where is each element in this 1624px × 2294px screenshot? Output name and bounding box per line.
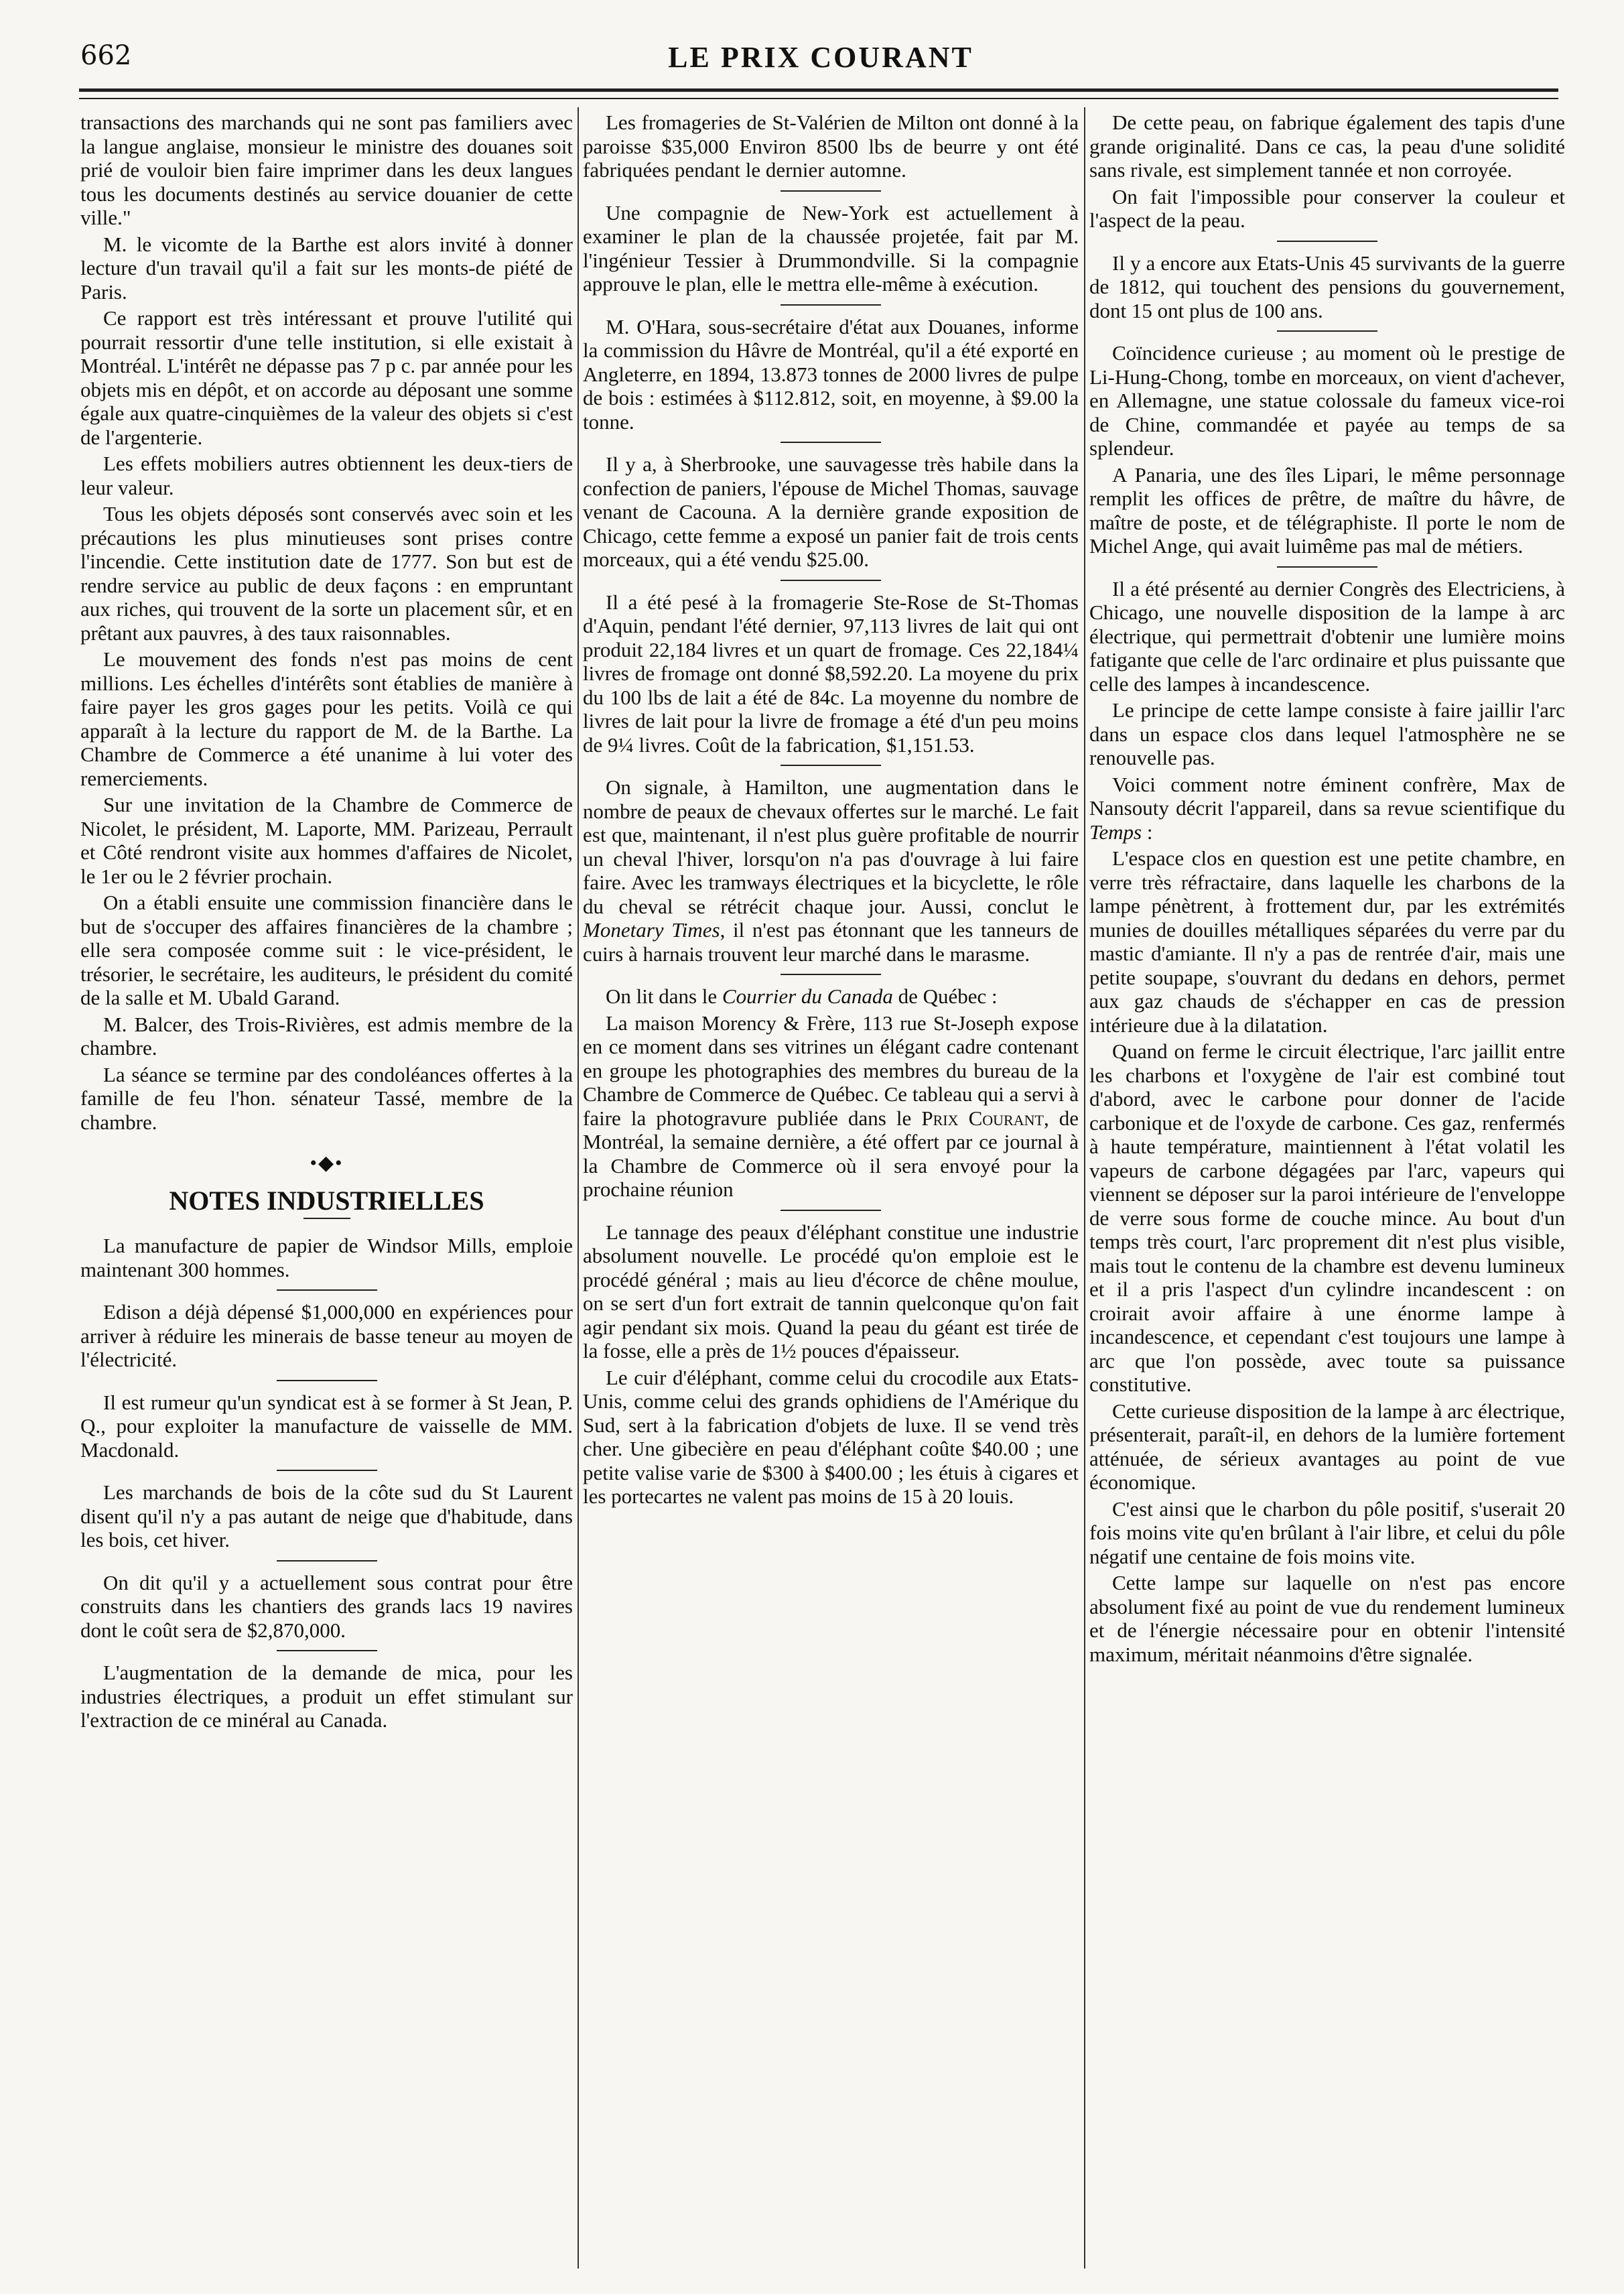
item-separator — [277, 1380, 377, 1381]
text-run: : — [1142, 820, 1153, 844]
news-item: Il y a, à Sherbrooke, une sauvagesse très habile dans la confection de paniers, l'épouse de Michel Thomas, sauvage venant de Cacouna. A la dernière grande exposition de Chicago, cette femme a exposé un panier fait de trois cents morceaux, qui a été vendu $25.00. — [583, 452, 1079, 571]
item-separator — [1277, 241, 1377, 242]
paragraph: M. le vicomte de la Barthe est alors invité à donner lecture d'un travail qu'il a fait sur les monts-de piété de Paris. — [80, 232, 573, 304]
item-separator — [277, 1289, 377, 1291]
header-rule-thin — [79, 98, 1558, 99]
news-item: Il a été présenté au dernier Congrès des Electriciens, à Chicago, une nouvelle disposition de la lampe à arc électrique, qui permettrait d'obtenir une lumière moins fatigante que celle de l'arc ordinaire et plus puissante que celle des lampes à incandescence. — [1089, 576, 1565, 696]
news-item: On fait l'impossible pour conserver la couleur et l'aspect de la peau. — [1089, 184, 1565, 232]
paragraph: Les effets mobiliers autres obtiennent les deux-tiers de leur valeur. — [80, 452, 573, 499]
page-header — [80, 40, 1561, 87]
news-item: Il y a encore aux Etats-Unis 45 survivants de la guerre de 1812, qui touchent des pensions du gouvernement, dont 15 ont plus de 100 ans. — [1089, 251, 1565, 322]
paragraph: On a établi ensuite une commission financière dans le but de s'occuper des affaires financières de la chambre ; elle sera composée comme suit : le vice-président, le trésorier, le secrétaire, les auditeurs, le président du comité de la salle et M. Ubald Garand. — [80, 891, 573, 1009]
news-item: Il est rumeur qu'un syndicat est à se former à St Jean, P. Q., pour exploiter la manufacture de vaisselle de MM. Macdonald. — [80, 1390, 573, 1462]
paragraph: M. Balcer, des Trois-Rivières, est admis membre de la chambre. — [80, 1012, 573, 1060]
header-rule-thick — [79, 88, 1558, 92]
news-item: Le tannage des peaux d'éléphant constitue une industrie absolument nouvelle. Le procédé qu'on emploie est le procédé général ; mais au lieu d'écorce de chêne moulue, on se sert d'un fort extrait de tannin quelconque qu'on fait agir pendant six mois. Quand la peau du géant est tirée de la fosse, elle a près de 1½ pouces d'épaisseur. — [583, 1220, 1079, 1362]
journal-name: Temps — [1089, 820, 1142, 844]
news-item: C'est ainsi que le charbon du pôle positif, s'userait 20 fois moins vite qu'en brûlant à l'air libre, et celui du pôle négatif une centaine de fois moins vite. — [1089, 1496, 1565, 1568]
item-separator — [1277, 566, 1377, 568]
news-item: Les marchands de bois de la côte sud du St Laurent disent qu'il n'y a pas autant de neige que d'habitude, dans les bois, cet hiver. — [80, 1480, 573, 1551]
paragraph: transactions des marchands qui ne sont pas familiers avec la langue anglaise, monsieur le ministre des douanes soit prié de vouloir bien faire imprimer dans les deux langues tous les documents destinés au service douanier de cette ville." — [80, 111, 573, 229]
paragraph: La séance se termine par des condoléances offertes à la famille de feu l'hon. sénateur Tassé, membre de la chambre. — [80, 1062, 573, 1134]
column-divider — [578, 107, 579, 2269]
item-separator — [781, 974, 881, 975]
text-run: La maison Morency & Frère, 113 rue St-Joseph expose en ce moment dans ses vitrines un élégant cadre contenant en groupe les photographies des membres du bureau de la Chambre de Commerce de Québec. Ce tableau qui a servi à faire la photogravure publiée dans le — [583, 1011, 1079, 1130]
text-run: , de Montréal, la semaine dernière, a été offert par ce journal à la Chambre de Commerce où il sera envoyé pour la prochaine réunion — [583, 1106, 1079, 1201]
item-separator — [781, 442, 881, 443]
news-item: M. O'Hara, sous-secrétaire d'état aux Douanes, informe la commission du Hâvre de Montréal, qu'il a été exporté en Angleterre, en 1894, 13.873 tonnes de 2000 livres de pulpe de bois : estimées à $112.812, soit, en moyenne, à $9.00 la tonne. — [583, 314, 1079, 434]
item-separator — [277, 1650, 377, 1651]
paragraph: Sur une invitation de la Chambre de Commerce de Nicolet, le président, M. Laporte, MM. Parizeau, Perrault et Côté rendront visite aux hommes d'affaires de Nicolet, le 1er ou le 2 février prochain. — [80, 793, 573, 888]
ornament-divider: •◆• — [310, 1152, 344, 1174]
text-run: Voici comment notre éminent confrère, Max de Nansouty décrit l'appareil, dans sa revue scientifique du — [1089, 772, 1565, 820]
news-item — [583, 1011, 1079, 1202]
news-item: Le cuir d'éléphant, comme celui du crocodile aux Etats-Unis, comme celui des grands ophidiens de l'Amérique du Sud, sert à la fabrication d'objets de luxe. Il se vend très cher. Une gibecière en peau d'éléphant coûte $40.00 ; une petite valise varie de $300 à $400.00 ; les étuis à cigares et les portecartes ne valent pas moins de 15 à 20 louis. — [583, 1365, 1079, 1508]
news-item: Edison a déjà dépensé $1,000,000 en expériences pour arriver à réduire les minerais de basse teneur au moyen de l'électricité. — [80, 1300, 573, 1371]
news-item: L'espace clos en question est une petite chambre, en verre très réfractaire, dans laquelle les charbons de la lampe pénètrent, à frottement dur, par les extrémités munies de douilles métalliques séparées du verre par du mastic d'amiante. Il n'y a pas de rentrée d'air, mais une petite soupape, s'ouvrant du dedans en dehors, permet aux gaz chauds de s'échapper en cas de pression intérieure due à la dilatation. — [1089, 846, 1565, 1037]
column-1 — [80, 111, 573, 2269]
paragraph: Tous les objets déposés sont conservés avec soin et les précautions les plus minutieuses sont prises contre l'incendie. Cette institution date de 1777. Son but est de rendre service au public de deux façons : en empruntant aux riches, qui trouvent de la sorte un placement sûr, et en prêtant aux pauvres, à des taux raisonnables. — [80, 502, 573, 645]
news-item: La manufacture de papier de Windsor Mills, emploie maintenant 300 hommes. — [80, 1234, 573, 1281]
column-divider — [1084, 107, 1085, 2269]
journal-name: Courrier du Canada — [722, 984, 893, 1008]
text-run: de Québec : — [898, 984, 998, 1008]
news-item — [583, 775, 1079, 966]
text-run: On lit dans le — [606, 984, 718, 1008]
news-item: A Panaria, une des îles Lipari, le même personnage remplit les offices de prêtre, de maître du hâvre, de maître de poste, et de télégraphiste. Il porte le nom de Michel Ange, qui avait luimême pas mal de métiers. — [1089, 462, 1565, 558]
news-item — [583, 984, 1079, 1009]
page-title: LE PRIX COURANT — [668, 41, 973, 74]
text-run: On signale, à Hamilton, une augmentation dans le nombre de peaux de chevaux offertes sur le marché. Le fait est que, maintenant, il n'est plus guère profitable de nourrir un cheval l'hiver, lorsqu'on n'a pas d'ouvrage à lui faire faire. Avec les tramways électriques et la bicyclette, le rôle du cheval se rétrécit chaque jour. Aussi, conclut le — [583, 775, 1079, 918]
news-item: L'augmentation de la demande de mica, pour les industries électriques, a produit un effet stimulant sur l'extraction de ce minéral au Canada. — [80, 1661, 573, 1732]
news-item: Les fromageries de St-Valérien de Milton ont donné à la paroisse $35,000 Environ 8500 lbs de beurre y ont été fabriquées pendant le dernier automne. — [583, 111, 1079, 182]
news-item: Une compagnie de New-York est actuellement à examiner le plan de la chaussée projetée, fait par M. l'ingénieur Tessier à Drummondville. Si la compagnie approuve le plan, elle le mettra elle-même à exécution. — [583, 200, 1079, 296]
news-item: Coïncidence curieuse ; au moment où le prestige de Li-Hung-Chong, tombe en morceaux, on vient d'achever, en Allemagne, une statue colossale du fameux vice-roi de Chine, commandée et payée au temps de sa splendeur. — [1089, 341, 1565, 460]
heading-rule — [303, 1218, 350, 1219]
section-heading: NOTES INDUSTRIELLES — [169, 1185, 484, 1216]
news-item: De cette peau, on fabrique également des tapis d'une grande originalité. Dans ce cas, la peau d'une solidité sans rivale, est simplement tannée et non corroyée. — [1089, 111, 1565, 182]
paragraph: Ce rapport est très intéressant et prouve l'utilité qui pourrait ressortir d'une telle institution, si elle existait à Montréal. L'intérêt ne dépasse pas 7 p c. par année pour les objets mis en dépôt, et on accorde au déposant une somme égale aux quatre-cinquièmes de la valeur des objets si c'est de l'argenterie. — [80, 306, 573, 449]
item-separator — [1277, 330, 1377, 332]
page-number: 662 — [80, 40, 132, 71]
paragraph: Le mouvement des fonds n'est pas moins de cent millions. Les échelles d'intérêts sont établies de manière à faire payer les gros gages pour les petits. Voilà ce qui apparaît à la lecture du rapport de M. de la Barthe. La Chambre de Commerce a été unanime à lui voter des remerciements. — [80, 647, 573, 790]
item-separator — [277, 1560, 377, 1562]
news-item: Cette lampe sur laquelle on n'est pas encore absolument fixé au point de vue du rendement lumineux et de l'énergie nécessaire pour en obtenir l'intensité maximum, méritait néanmoins d'être signalée. — [1089, 1571, 1565, 1666]
journal-name: Monetary Times — [583, 918, 720, 942]
item-separator — [781, 1210, 881, 1211]
item-separator — [781, 580, 881, 581]
column-2 — [583, 111, 1079, 2269]
item-separator — [277, 1470, 377, 1471]
journal-name: Prix Courant — [921, 1106, 1044, 1130]
column-3 — [1089, 111, 1565, 2269]
news-item: Le principe de cette lampe consiste à faire jaillir l'arc dans un espace clos dans lequel l'atmosphère ne se renouvelle pas. — [1089, 698, 1565, 769]
news-item: Cette curieuse disposition de la lampe à arc électrique, présenterait, paraît-il, en dehors de la lumière fortement atténuée, de sérieux avantages au point de vue économique. — [1089, 1399, 1565, 1494]
news-item: On dit qu'il y a actuellement sous contrat pour être construits dans les chantiers des grands lacs 19 navires dont le coût sera de $2,870,000. — [80, 1570, 573, 1642]
text-run: , il n'est pas étonnant que les tanneurs de cuirs à harnais trouvent leur marché dans le marasme. — [583, 918, 1079, 966]
news-item: Quand on ferme le circuit électrique, l'arc jaillit entre les charbons et l'oxygène de l'air est combiné tout d'abord, avec le carbone pour donner de l'acide carbonique et de l'oxyde de carbone. Ces gaz, renfermés à haute température, maintiennent à l'état volatil les vapeurs de carbone dégagées par l'arc, vapeurs qui viennent se déposer sur la paroi intérieure de l'enveloppe de verre sous forme de couche mince. Au bout d'un temps très court, l'arc proprement dit n'est plus visible, mais tout le contenu de la chambre est devenu lumineux et il a pris l'aspect d'un cylindre incandescent : on croirait avoir affaire à une énorme lampe à incandescence, et cependant c'est toujours une lampe à arc que l'on possède, avec toute sa puissance constitutive. — [1089, 1039, 1565, 1396]
item-separator — [781, 304, 881, 306]
item-separator — [781, 765, 881, 766]
item-separator — [781, 190, 881, 192]
news-item — [1089, 773, 1565, 844]
news-item: Il a été pesé à la fromagerie Ste-Rose de St-Thomas d'Aquin, pendant l'été dernier, 97,113 livres de lait qui ont produit 22,184 livres et un quart de fromage. Ces 22,184¼ livres de fromage ont donné $8,592.20. La moyene du prix du 100 lbs de lait a été de 84c. La moyenne du nombre de livres de lait pour la livre de fromage a été d'un peu moins de 9¼ livres. Coût de la fabrication, $1,151.53. — [583, 590, 1079, 757]
